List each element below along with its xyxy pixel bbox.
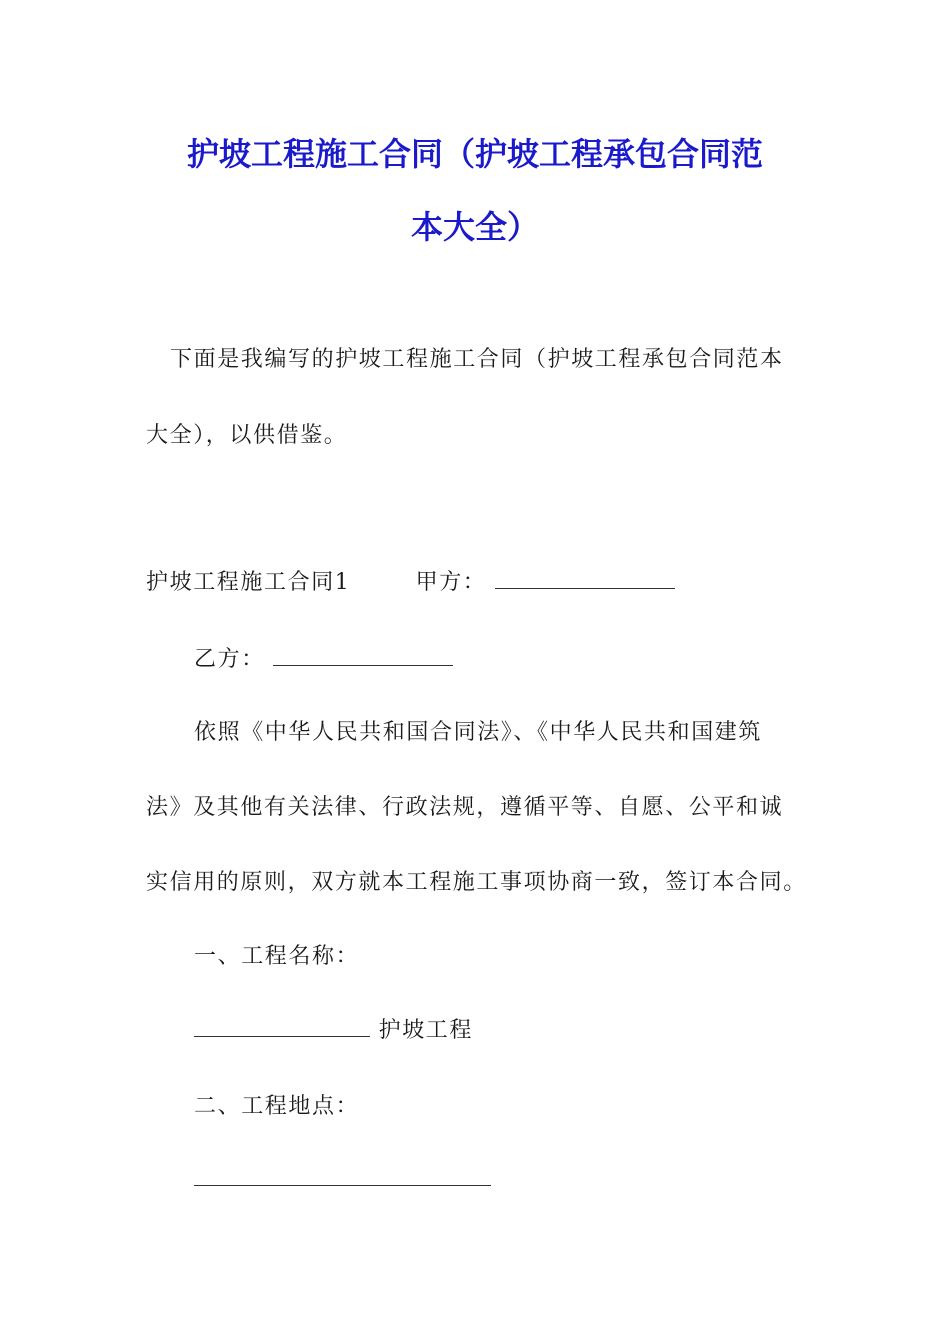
- contract-heading-row: [146, 568, 675, 598]
- section-2-value-row: [194, 1165, 491, 1195]
- section-1-value-row: [194, 1016, 473, 1046]
- document-title-line-1: 护坡工程施工合同（护坡工程承包合同范: [186, 135, 763, 173]
- basis-paragraph-line-2: 法》及其他有关法律、行政法规，遵循平等、自愿、公平和诚: [146, 795, 784, 820]
- basis-paragraph-line-3: 实信用的原则，双方就本工程施工事项协商一致，签订本合同。: [146, 870, 807, 895]
- project-location-blank: [194, 1165, 491, 1186]
- basis-paragraph-line-1: 依照《中华人民共和国合同法》、《中华人民共和国建筑: [194, 720, 763, 745]
- party-b-row: [194, 645, 453, 675]
- party-a-blank: [495, 568, 675, 589]
- party-a-label: 甲方：: [415, 570, 487, 595]
- party-b-blank: [273, 645, 453, 666]
- contract-heading: 护坡工程施工合同1: [146, 570, 351, 595]
- party-b-label: 乙方：: [194, 647, 265, 672]
- project-name-suffix: 护坡工程: [378, 1018, 473, 1043]
- intro-paragraph-line-1: 下面是我编写的护坡工程施工合同（护坡工程承包合同范本: [170, 347, 784, 372]
- project-name-blank: [194, 1016, 370, 1037]
- section-1-heading: 一、工程名称：: [194, 944, 360, 969]
- section-2-heading: 二、工程地点：: [194, 1094, 360, 1119]
- intro-paragraph-line-2: 大全），以供借鉴。: [146, 423, 348, 448]
- document-title-line-2: 本大全）: [410, 208, 539, 246]
